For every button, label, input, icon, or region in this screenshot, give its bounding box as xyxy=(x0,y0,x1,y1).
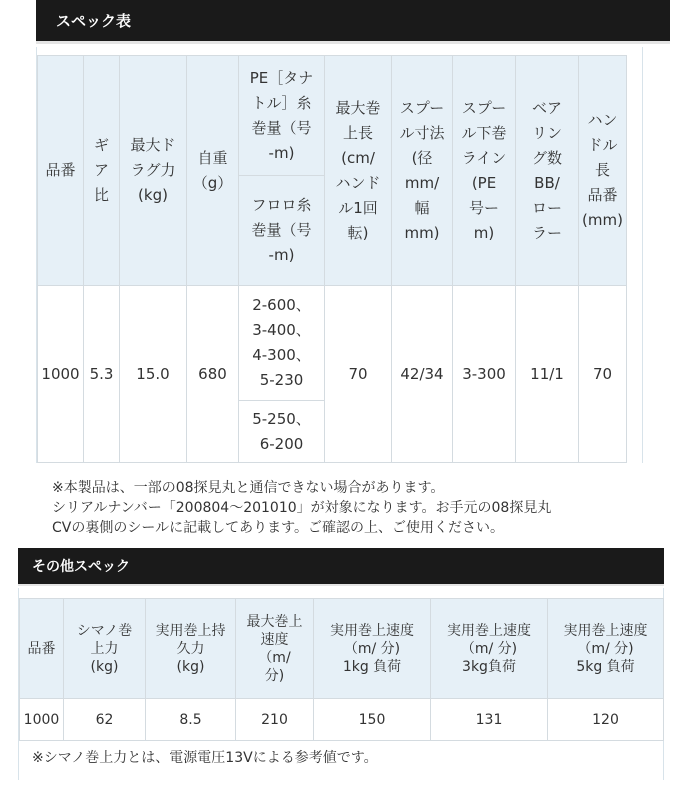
other-spec-table xyxy=(19,598,664,741)
header2-lift-force xyxy=(64,599,146,699)
cell-gear-ratio xyxy=(84,286,120,463)
header-handle xyxy=(579,56,627,286)
header-pe-capacity xyxy=(239,56,325,176)
header2-speed-5kg-text: 実用巻上速度 （m/ 分) 5kg 負荷 xyxy=(563,622,648,675)
cell2-speed-1kg-text: 150 xyxy=(358,711,386,728)
cell-hinban-text: 1000 xyxy=(41,364,80,383)
cell-gear-ratio-text: 5.3 xyxy=(89,364,114,383)
header-bearing-text: ベア リン グ数 BB/ ロー ラー xyxy=(531,98,562,242)
header2-durable-lift xyxy=(146,599,236,699)
header-handle-text: ハンドル 長 品番 (mm) xyxy=(582,111,623,229)
header2-lift-force-text: シマノ巻 上力 (kg) xyxy=(76,622,133,675)
cell-fluoro-capacity xyxy=(239,401,325,463)
header2-durable-lift-text: 実用巻上持 久力 (kg) xyxy=(155,622,226,675)
header-weight-text: 自重 （g） xyxy=(192,148,233,192)
cell2-durable-lift-text: 8.5 xyxy=(179,711,202,728)
cell-spool-size-text: 42/34 xyxy=(400,364,444,383)
spec-table-title-text: スペック表 xyxy=(56,12,132,30)
spec-notes xyxy=(52,478,652,538)
header-gear-ratio xyxy=(84,56,120,286)
header-weight xyxy=(187,56,239,286)
header2-max-speed-text: 最大巻上 速度 （m/ 分) xyxy=(246,613,303,684)
cell2-hinban xyxy=(20,699,64,741)
header-spool-line xyxy=(453,56,516,286)
header-spool-size xyxy=(392,56,453,286)
header2-speed-5kg xyxy=(548,599,664,699)
cell-hinban xyxy=(38,286,84,463)
header-max-drag xyxy=(120,56,187,286)
header2-max-speed xyxy=(236,599,314,699)
cell2-lift-force-text: 62 xyxy=(95,711,114,728)
header-spool-size-text: スプー ル寸法 (径 mm/ 幅 mm) xyxy=(399,98,445,242)
header-max-wind-text: 最大巻 上長 (cm/ ハンド ル1回 転) xyxy=(335,98,381,242)
cell-pe-capacity-text: 2-600、 3-400、 4-300、 5-230 xyxy=(252,296,311,389)
cell2-durable-lift xyxy=(146,699,236,741)
header-bearing xyxy=(516,56,579,286)
header2-speed-3kg-text: 実用巻上速度 （m/ 分) 3kg負荷 xyxy=(447,622,531,675)
cell-bearing-text: 11/1 xyxy=(530,364,564,383)
cell-max-drag xyxy=(120,286,187,463)
header-hinban xyxy=(38,56,84,286)
cell2-speed-3kg-text: 131 xyxy=(475,711,503,728)
cell-spool-size xyxy=(392,286,453,463)
spec-table-title xyxy=(36,0,670,44)
cell-handle-text: 70 xyxy=(592,364,613,383)
cell2-hinban-text: 1000 xyxy=(23,711,60,728)
cell-spool-line xyxy=(453,286,516,463)
spec-note-line: CVの裏側のシールに記載してあります。ご確認の上、ご使用ください。 xyxy=(52,520,504,536)
cell-pe-capacity xyxy=(239,286,325,401)
cell-weight xyxy=(187,286,239,463)
cell-handle xyxy=(579,286,627,463)
header-pe-capacity-text: PE［タナ トル］糸 巻量（号 -m) xyxy=(249,68,314,162)
cell-fluoro-capacity-text: 5-250、 6-200 xyxy=(252,409,311,453)
header-hinban-text: 品番 xyxy=(45,161,76,179)
header2-speed-1kg xyxy=(314,599,431,699)
other-spec-title xyxy=(18,548,664,586)
cell2-lift-force xyxy=(64,699,146,741)
cell2-max-speed-text: 210 xyxy=(261,711,288,728)
spec-table xyxy=(37,55,680,463)
header2-speed-1kg-text: 実用巻上速度 （m/ 分) 1kg 負荷 xyxy=(330,622,414,675)
header2-speed-3kg xyxy=(431,599,548,699)
header-fluoro-capacity-text: フロロ糸 巻量（号 -m) xyxy=(251,196,312,264)
spec-note-line: シリアルナンバー「200804～201010」が対象になります。お手元の08探見丸 xyxy=(52,500,552,516)
cell2-speed-1kg xyxy=(314,699,431,741)
header-max-drag-text: 最大ド ラグ力 (kg) xyxy=(130,136,176,204)
other-spec-title-text: その他スペック xyxy=(32,559,130,575)
header2-hinban xyxy=(20,599,64,699)
header-gear-ratio-text: ギア 比 xyxy=(93,136,109,204)
cell2-speed-5kg xyxy=(548,699,664,741)
cell2-speed-5kg-text: 120 xyxy=(592,711,619,728)
cell-max-drag-text: 15.0 xyxy=(136,364,170,383)
header-spool-line-text: スプー ル下巻 ライン (PE 号ー m) xyxy=(461,98,507,242)
cell-max-wind-text: 70 xyxy=(348,364,368,383)
spec-note-line: ※本製品は、一部の08探見丸と通信できない場合があります。 xyxy=(52,480,445,496)
cell-weight-text: 680 xyxy=(198,364,227,383)
header-max-wind xyxy=(325,56,392,286)
header2-hinban-text: 品番 xyxy=(27,640,56,657)
cell-spool-line-text: 3-300 xyxy=(462,364,506,383)
lift-force-note: ※シマノ巻上力とは、電源電圧13Vによる参考値です。 xyxy=(32,750,378,766)
spec-table-panel xyxy=(36,47,643,463)
cell-bearing xyxy=(516,286,579,463)
header-fluoro-capacity xyxy=(239,176,325,286)
cell2-speed-3kg xyxy=(431,699,548,741)
cell2-max-speed xyxy=(236,699,314,741)
cell-max-wind xyxy=(325,286,392,463)
